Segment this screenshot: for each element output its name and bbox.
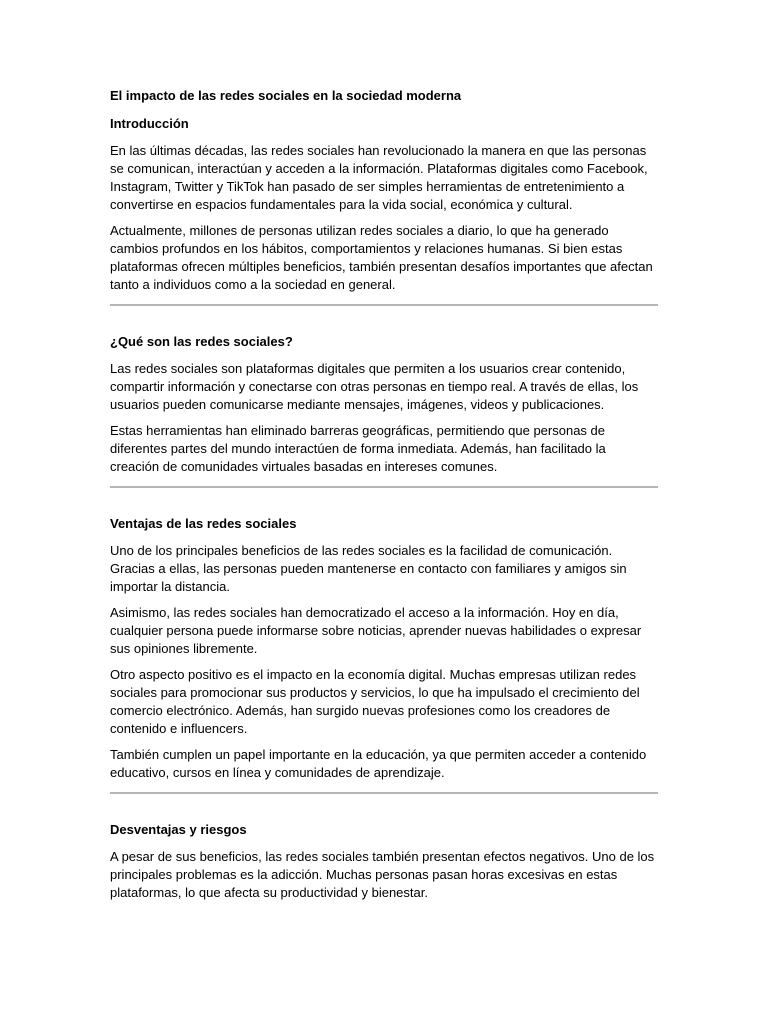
body-paragraph: Las redes sociales son plataformas digitales que permiten a los usuarios crear contenido, compartir información y conectarse con otras personas en tiempo real. A través de ellas, los usuarios pueden comunicarse mediante mensajes, imágenes, videos y publicaciones. bbox=[110, 361, 639, 412]
document-section bbox=[110, 115, 658, 306]
section-heading: Ventajas de las redes sociales bbox=[110, 516, 297, 531]
body-paragraph: Asimismo, las redes sociales han democratizado el acceso a la información. Hoy en día, cualquier persona puede informarse sobre noticias, aprender nuevas habilidades o expresar sus opiniones libremente. bbox=[110, 605, 642, 656]
section-heading: ¿Qué son las redes sociales? bbox=[110, 334, 293, 349]
document-section bbox=[110, 515, 658, 794]
body-paragraph: Estas herramientas han eliminado barreras geográficas, permitiendo que personas de diferentes partes del mundo interactúen de forma inmediata. Además, han facilitado la creación de comunidades virtuales basadas en intereses comunes. bbox=[110, 423, 606, 474]
body-paragraph: En las últimas décadas, las redes sociales han revolucionado la manera en que las personas se comunican, interactúan y acceden a la información. Plataformas digitales como Facebook, Instagram, Twitter y TikTok han pasado de ser simples herramientas de entretenimiento a convertirse en espacios fundamentales para la vida social, económica y cultural. bbox=[110, 143, 648, 212]
body-paragraph: Actualmente, millones de personas utilizan redes sociales a diario, lo que ha generado cambios profundos en los hábitos, comportamientos y relaciones humanas. Si bien estas plataformas ofrecen múltiples beneficios, también presentan desafíos importantes que afectan tanto a individuos como a la sociedad en general. bbox=[110, 223, 653, 292]
body-paragraph: También cumplen un papel importante en la educación, ya que permiten acceder a contenido educativo, cursos en línea y comunidades de aprendizaje. bbox=[110, 747, 647, 780]
document-title: El impacto de las redes sociales en la sociedad moderna bbox=[110, 88, 462, 103]
document-section bbox=[110, 821, 658, 902]
document-section bbox=[110, 333, 658, 488]
section-heading: Introducción bbox=[110, 116, 189, 131]
section-divider bbox=[110, 304, 658, 306]
body-paragraph: Uno de los principales beneficios de las redes sociales es la facilidad de comunicación. Gracias a ellas, las personas pueden mantenerse en contacto con familiares y amigos sin importar la distancia. bbox=[110, 543, 627, 594]
section-divider bbox=[110, 792, 658, 794]
section-heading: Desventajas y riesgos bbox=[110, 822, 247, 837]
document-body bbox=[110, 115, 658, 902]
section-divider bbox=[110, 486, 658, 488]
document-page bbox=[110, 87, 658, 910]
body-paragraph: Otro aspecto positivo es el impacto en la economía digital. Muchas empresas utilizan redes sociales para promocionar sus productos y servicios, lo que ha impulsado el crecimiento del comercio electrónico. Además, han surgido nuevas profesiones como los creadores de contenido e influencers. bbox=[110, 667, 640, 736]
body-paragraph: A pesar de sus beneficios, las redes sociales también presentan efectos negativos. Uno de los principales problemas es la adicción. Muchas personas pasan horas excesivas en estas plataformas, lo que afecta su productividad y bienestar. bbox=[110, 849, 655, 900]
